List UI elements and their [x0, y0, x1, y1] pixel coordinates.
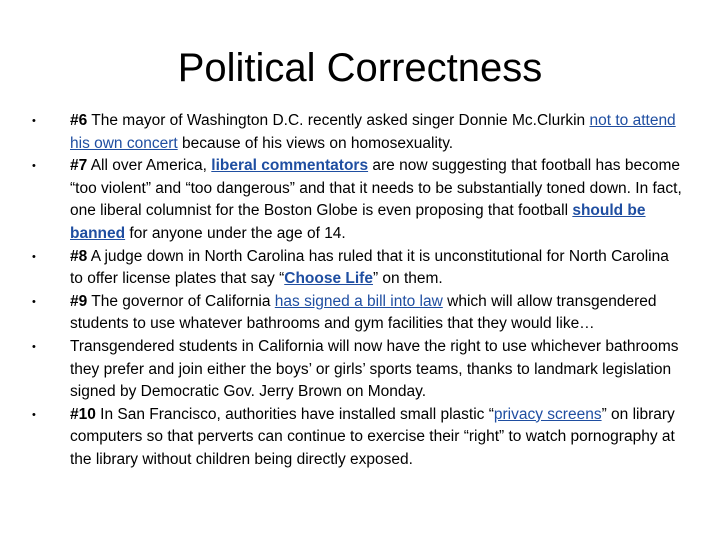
item-text: In San Francisco, authorities have installed small plastic “	[95, 405, 494, 423]
item-number: #7	[70, 157, 88, 175]
item-text: ” on them.	[372, 270, 443, 288]
bullet-dot: •	[32, 295, 36, 308]
item-text: The mayor of Washington D.C. recently asked singer Donnie Mc.Clurkin	[87, 112, 590, 129]
item-text: The governor of California	[87, 292, 275, 310]
slide-title: Political Correctness	[177, 46, 543, 90]
item-text: A judge down in North Carolina has ruled that it is unconstitutional for North Carolina to offer license plates that say “	[70, 247, 669, 288]
item-number: #8	[70, 247, 88, 265]
bullet-item-transgendered	[32, 336, 682, 404]
bullet-item-10	[32, 404, 682, 472]
bullet-list	[32, 110, 682, 472]
hyperlink-concert[interactable]: not to attend his own concert	[70, 112, 676, 152]
item-text: because of his views on homosexuality.	[177, 134, 454, 152]
bullet-dot: •	[32, 250, 36, 263]
hyperlink-bill-into-law[interactable]: has signed a bill into law	[274, 292, 443, 310]
bullet-item-8	[32, 246, 682, 291]
bullet-item-6	[32, 110, 682, 155]
bullet-dot: •	[32, 160, 36, 173]
hyperlink-liberal-commentators[interactable]: liberal commentators	[211, 157, 369, 175]
bullet-dot: •	[32, 340, 36, 353]
item-text: All over America,	[87, 157, 212, 175]
item-text: are now suggesting that football has become “too violent” and “too dangerous” and that it needs to be substantially toned down. In fact, one liberal columnist for the Boston Globe is even proposing that football	[70, 157, 682, 220]
bullet-item-9	[32, 291, 682, 336]
item-number: #10	[70, 405, 96, 423]
item-text: which will allow transgendered students to use whatever bathrooms and gym facilities that they would like…	[70, 292, 657, 333]
item-number: #6	[70, 112, 88, 129]
bullet-item-7	[32, 155, 682, 245]
item-text: Transgendered students in California will now have the right to use whichever bathrooms they prefer and join either the boys’ or girls’ sports teams, thanks to landmark legislation signed by Democratic Gov. Jerry Brown on Monday.	[70, 337, 679, 401]
hyperlink-should-be-banned[interactable]: should be banned	[70, 202, 646, 242]
item-text: ” on library computers so that perverts can continue to exercise their “right” to watch pornography at the library without children being directly exposed.	[70, 405, 675, 468]
item-number: #9	[70, 292, 88, 310]
item-text: for anyone under the age of 14.	[125, 224, 346, 242]
hyperlink-choose-life[interactable]: Choose Life	[284, 270, 373, 288]
bullet-dot: •	[32, 115, 36, 127]
hyperlink-privacy-screens[interactable]: privacy screens	[493, 405, 602, 423]
bullet-dot: •	[32, 408, 36, 421]
